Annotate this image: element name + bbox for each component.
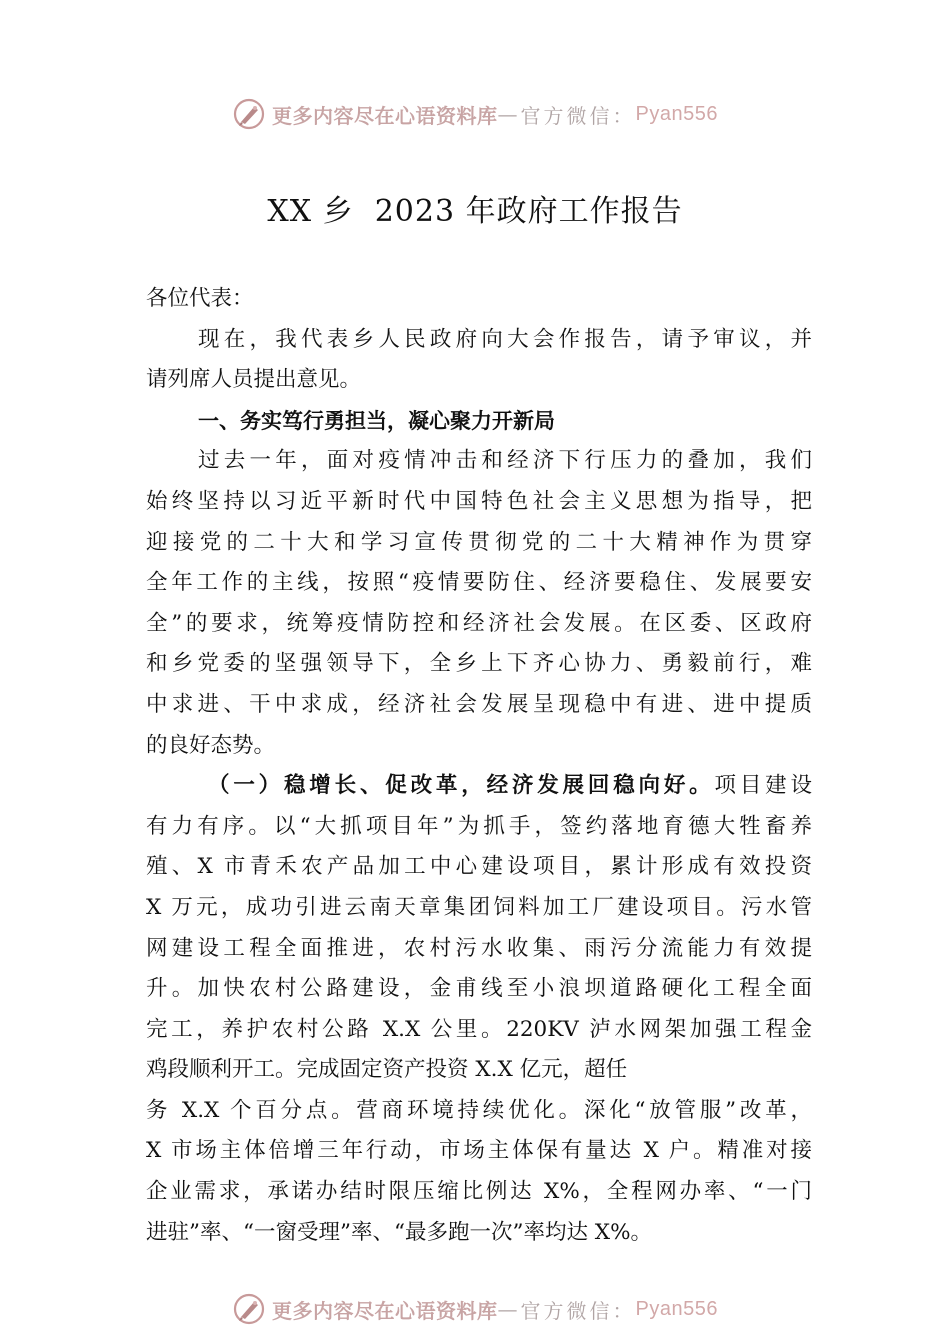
paragraph-line: 全年工作的主线，按照“疫情要防住、经济要稳住、发展要安: [146, 570, 812, 596]
watermark-brand: 更多内容尽在心语资料库: [272, 103, 498, 128]
paragraph-line: X 市场主体倍增三年行动，市场主体保有量达 X 户。精准对接: [146, 1138, 812, 1164]
paragraph-line: 始终坚持以习近平新时代中国特色社会主义思想为指导，把: [146, 488, 812, 514]
watermark-brand: 更多内容尽在心语资料库: [272, 1298, 498, 1323]
paragraph-line: 全”的要求，统筹疫情防控和经济社会发展。在区委、区政府: [146, 610, 812, 636]
paragraph-line: 中求进、干中求成，经济社会发展呈现稳中有进、进中提质: [146, 691, 812, 717]
paragraph-line: 网建设工程全面推进，农村污水收集、雨污分流能力有效提: [146, 935, 812, 961]
watermark-wechat-id: Pyan556: [635, 102, 718, 125]
paragraph-line: 完工，养护农村公路 X.X 公里。220KV 泸水网架加强工程金: [146, 1016, 812, 1042]
intro-line: 请列席人员提出意见。: [146, 367, 362, 393]
subsection-heading: （一）稳增长、促改革，经济发展回稳向好。: [208, 773, 715, 799]
paragraph-line: 的良好态势。: [146, 732, 276, 758]
pen-nib-seal-icon: [232, 97, 266, 131]
paragraph-line: 进驻”率、“一窗受理”率、“最多跑一次”率均达 X%。: [146, 1219, 653, 1245]
section-heading: 一、务实笃行勇担当，凝心聚力开新局: [198, 408, 555, 433]
watermark-dash: —: [497, 1297, 521, 1321]
paragraph-line: 企业需求，承诺办结时限压缩比例达 X%，全程网办率、“一门: [146, 1179, 812, 1205]
watermark-wechat-label: 官方微信：: [520, 103, 636, 128]
pen-nib-seal-icon: [232, 1292, 266, 1326]
paragraph-line: X 万元，成功引进云南天章集团饲料加工厂建设项目。污水管: [146, 894, 812, 920]
paragraph-line: 升。加快农村公路建设，金甫线至小浪坝道路硬化工程全面: [146, 976, 812, 1002]
document-title: XX 乡 2023 年政府工作报告: [267, 194, 683, 229]
subsection-first-line-rest: 项目建设: [714, 773, 812, 799]
watermark-banner-top: [0, 94, 950, 134]
salutation: 各位代表：: [146, 286, 254, 311]
paragraph-line: 务 X.X 个百分点。营商环境持续优化。深化“放管服”改革，: [146, 1097, 812, 1123]
watermark-dash: —: [497, 102, 521, 126]
watermark-wechat-id: Pyan556: [635, 1297, 718, 1320]
paragraph-line: 殖、X 市青禾农产品加工中心建设项目，累计形成有效投资: [146, 854, 812, 880]
paragraph-line: 鸡段顺利开工。完成固定资产投资 X.X 亿元，超任: [146, 1057, 628, 1083]
intro-line: 现在，我代表乡人民政府向大会作报告，请予审议，并: [198, 326, 812, 352]
subsection-first-line: [146, 766, 812, 807]
document-body: [146, 279, 812, 1253]
paragraph-line: 有力有序。以“大抓项目年”为抓手，签约落地育德大牲畜养: [146, 813, 812, 839]
paragraph-line: 和乡党委的坚强领导下，全乡上下齐心协力、勇毅前行，难: [146, 651, 812, 677]
paragraph-line: 迎接党的二十大和学习宣传贯彻党的二十大精神作为贯穿: [146, 529, 812, 555]
watermark-wechat-label: 官方微信：: [520, 1298, 636, 1323]
watermark-banner-bottom: [0, 1289, 950, 1329]
paragraph-line: 过去一年，面对疫情冲击和经济下行压力的叠加，我们: [198, 448, 812, 474]
